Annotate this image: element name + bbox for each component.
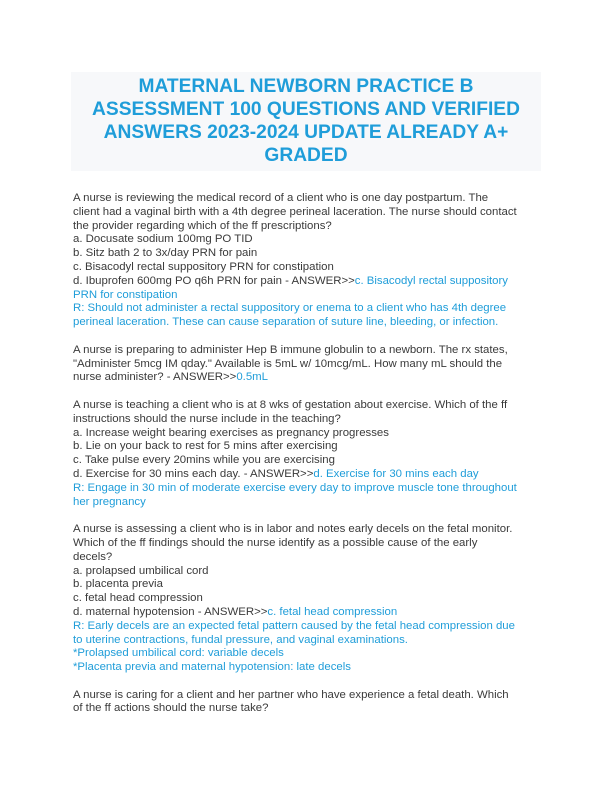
answer-line (73, 606, 545, 620)
question-text: decels? (73, 550, 113, 563)
answer-line (73, 371, 545, 385)
answer-text-continued: PRN for constipation (73, 288, 178, 301)
answer-lead: nurse administer? - ANSWER>> (73, 371, 237, 384)
rationale-line: R: Should not administer a rectal suppository or enema to a client who has 4th degree (73, 302, 507, 315)
title-line: GRADED (264, 145, 348, 166)
rationale-note: *Prolapsed umbilical cord: variable decels (73, 647, 284, 660)
question-block (73, 523, 545, 675)
question-text: A nurse is caring for a client and her partner who have experience a fetal death. Which (73, 688, 509, 701)
answer-text: c. fetal head compression (267, 605, 398, 618)
question-text: A nurse is preparing to administer Hep B immune globulin to a newborn. The rx states, (73, 343, 508, 356)
question-text: of the ff actions should the nurse take? (73, 702, 269, 715)
question-text: A nurse is reviewing the medical record of a client who is one day postpartum. The (73, 192, 489, 204)
question-text: "Administer 5mcg IM qday." Available is 5mL w/ 10mcg/mL. How many mL should the (73, 357, 503, 370)
question-text: A nurse is assessing a client who is in labor and notes early decels on the fetal monitor. (73, 523, 513, 536)
title-line: ASSESSMENT 100 QUESTIONS AND VERIFIED (92, 99, 520, 120)
rationale-line: perineal laceration. These can cause separation of suture line, bleeding, or infection. (73, 316, 499, 329)
document-title (71, 75, 541, 167)
question-text: A nurse is teaching a client who is at 8 wks of gestation about exercise. Which of the ff (73, 398, 508, 411)
rationale-line: to uterine contractions, fundal pressure, and vaginal examinations. (73, 633, 408, 646)
option-c: c. fetal head compression (73, 592, 203, 605)
answer-text: c. Bisacodyl rectal suppository (354, 274, 508, 287)
question-block (73, 689, 545, 717)
option-b: b. Sitz bath 2 to 3x/day PRN for pain (73, 247, 258, 260)
option-a: a. Docusate sodium 100mg PO TID (73, 233, 253, 246)
option-b: b. placenta previa (73, 578, 163, 591)
answer-line (73, 468, 545, 482)
question-block (73, 192, 545, 330)
title-banner (71, 72, 541, 171)
option-c: c. Take pulse every 20mins while you are exercising (73, 454, 335, 467)
answer-text: d. Exercise for 30 mins each day (313, 467, 479, 480)
answer-lead: d. maternal hypotension - ANSWER>> (73, 605, 268, 618)
question-block (73, 399, 545, 509)
question-block (73, 344, 545, 385)
question-text: the provider regarding which of the ff prescriptions? (73, 219, 332, 232)
option-b: b. Lie on your back to rest for 5 mins after exercising (73, 440, 338, 453)
answer-line (73, 275, 545, 289)
option-c: c. Bisacodyl rectal suppository PRN for constipation (73, 260, 334, 273)
answer-lead: d. Exercise for 30 mins each day. - ANSWER>> (73, 467, 314, 480)
question-text: client had a vaginal birth with a 4th degree perineal laceration. The nurse should contact (73, 205, 517, 218)
option-a: a. Increase weight bearing exercises as pregnancy progresses (73, 426, 389, 439)
question-text: instructions should the nurse include in the teaching? (73, 412, 341, 425)
question-text: Which of the ff findings should the nurse identify as a possible cause of the early (73, 536, 478, 549)
title-line: MATERNAL NEWBORN PRACTICE B (138, 76, 474, 97)
rationale-line: her pregnancy (73, 495, 146, 508)
answer-text: 0.5mL (236, 371, 269, 384)
option-a: a. prolapsed umbilical cord (73, 564, 209, 577)
rationale-line: R: Engage in 30 min of moderate exercise every day to improve muscle tone throughout (73, 481, 517, 494)
answer-lead: d. Ibuprofen 600mg PO q6h PRN for pain - ANSWER>> (73, 274, 355, 287)
title-line: ANSWERS 2023-2024 UPDATE ALREADY A+ (103, 122, 509, 143)
rationale-line: R: Early decels are an expected fetal pattern caused by the fetal head compression due (73, 619, 515, 632)
questions-content (73, 192, 545, 730)
rationale-note: *Placenta previa and maternal hypotension: late decels (73, 661, 351, 674)
